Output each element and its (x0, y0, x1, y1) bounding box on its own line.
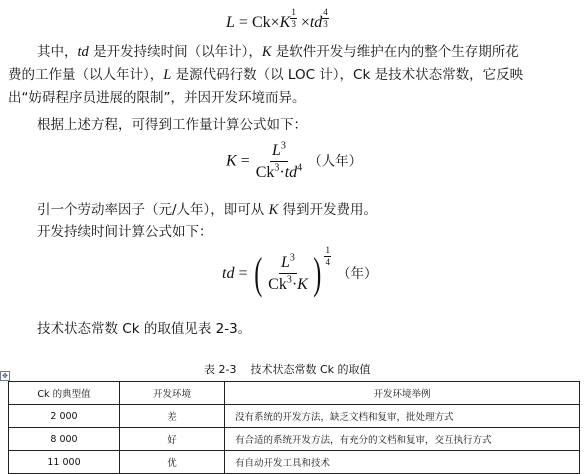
eq1-equals: = (238, 14, 248, 31)
paragraph-2: 根据上述方程，可得到工作量计算公式如下： (37, 117, 307, 133)
eq3-exponent: $\frac{1}{4}$ (325, 245, 330, 267)
move-anchor-icon[interactable]: ✥ (0, 371, 10, 381)
eq3-right-paren: ) (313, 249, 322, 298)
eq3-equals: = (238, 265, 248, 282)
eq1-times-2: × (300, 14, 310, 31)
paragraph-1-line-2: 费的工作量（以人年计），L 是源代码行数（以 LOC 计），Ck 是技术状态常数，它反映 (8, 67, 524, 83)
paragraph-1-line-3: 出“妨碍程序员进展的限制”，并因开发环境而异。 (8, 90, 306, 106)
eq1-times-1: × (270, 14, 280, 31)
table-header-row (9, 382, 580, 405)
eq1-exponent-2: $\frac{4}{3}$ (323, 7, 328, 29)
paragraph-3: 引一个劳动率因子（元/人年），即可从 K 得到开发费用。 (37, 202, 378, 218)
cell-ck-value: 8 000 (9, 428, 120, 451)
paragraph-4: 开发持续时间计算公式如下： (37, 224, 213, 240)
eq1-lhs: L (226, 14, 235, 31)
eq2-equals: = (240, 152, 250, 170)
cell-example: 有合适的系统开发方法，有充分的文档和复审，交互执行方式 (225, 428, 580, 451)
cell-ck-value: 2 000 (9, 405, 120, 428)
eq3-lhs: td (222, 265, 235, 282)
cell-environment: 差 (120, 405, 225, 428)
eq3-fraction: $\frac{L^3}{Ck^3\cdot K}$ (268, 252, 308, 293)
eq3-left-paren: ( (254, 249, 263, 298)
cell-example: 有自动开发工具和技术 (225, 451, 580, 474)
eq2-lhs: K (226, 152, 237, 170)
eq2-fraction: $\frac{L^3}{Ck^3\cdot td^4}$ (255, 140, 303, 181)
eq1-ck: Ck (251, 14, 271, 31)
header-ck-value: Ck 的典型值 (9, 382, 120, 405)
table-caption: 表 2-3 技术状态常数 Ck 的取值 (204, 363, 371, 376)
paragraph-1-line-1: 其中，td 是开发持续时间（以年计），K 是软件开发与维护在内的整个生存期所花 (37, 44, 519, 60)
equation-2 (226, 140, 363, 181)
eq1-k: K (279, 14, 291, 31)
header-environment-example: 开发环境举例 (225, 382, 580, 405)
eq3-unit: （年） (336, 266, 378, 282)
eq1-td: td (309, 14, 323, 31)
paragraph-5: 技术状态常数 Ck 的取值见表 2-3。 (37, 321, 252, 337)
cell-example: 没有系统的开发方法，缺乏文档和复审，批处理方式 (225, 405, 580, 428)
eq2-unit: （人年） (308, 153, 363, 170)
eq1-exponent-1: $\frac{1}{3}$ (291, 7, 296, 29)
cell-ck-value: 11 000 (9, 451, 120, 474)
header-environment: 开发环境 (120, 382, 225, 405)
cell-environment: 优 (120, 451, 225, 474)
equation-3 (222, 245, 378, 298)
table-row (9, 428, 580, 451)
cell-environment: 好 (120, 428, 225, 451)
table-row (9, 451, 580, 474)
ck-table (8, 381, 580, 474)
equation-1 (226, 8, 329, 32)
table-row (9, 405, 580, 428)
